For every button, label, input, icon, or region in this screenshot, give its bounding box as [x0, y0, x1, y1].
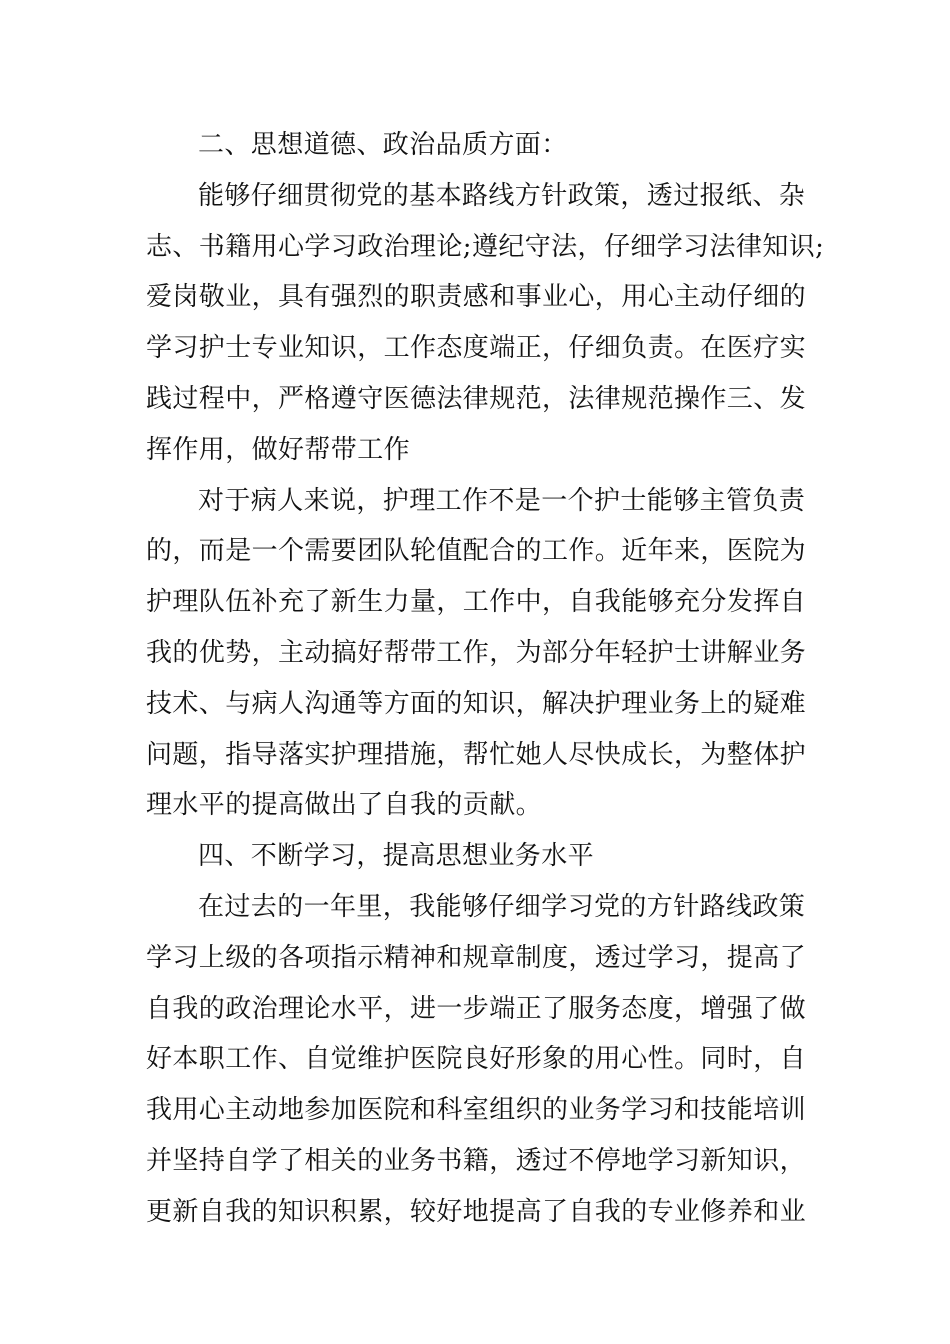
document-body: [146, 120, 825, 1238]
paragraph-line: 学习护士专业知识，工作态度端正，仔细负责。在医疗实: [146, 333, 807, 364]
paragraph-line: 在过去的一年里，我能够仔细学习党的方针路线政策: [198, 891, 806, 922]
paragraph-line: 理水平的提高做出了自我的贡献。: [146, 790, 543, 821]
paragraph-line: 践过程中，严格遵守医德法律规范，法律规范操作三、发: [146, 383, 807, 414]
paragraph-line: 自我的政治理论水平，进一步端正了服务态度，增强了做: [146, 993, 807, 1024]
paragraph-line: 技术、与病人沟通等方面的知识，解决护理业务上的疑难: [146, 688, 807, 719]
paragraph-line: 学习上级的各项指示精神和规章制度，透过学习，提高了: [146, 942, 807, 973]
paragraph-line: 对于病人来说，护理工作不是一个护士能够主管负责: [198, 485, 806, 516]
section-heading-learning: 四、不断学习，提高思想业务水平: [198, 841, 595, 872]
paragraph-line: 好本职工作、自觉维护医院良好形象的用心性。同时，自: [146, 1044, 807, 1075]
paragraph-line: 更新自我的知识积累，较好地提高了自我的专业修养和业: [146, 1196, 807, 1227]
paragraph-line: 我用心主动地参加医院和科室组织的业务学习和技能培训: [146, 1095, 807, 1126]
paragraph-line: 能够仔细贯彻党的基本路线方针政策，透过报纸、杂: [198, 180, 806, 211]
paragraph-line: 爱岗敬业，具有强烈的职责感和事业心，用心主动仔细的: [146, 282, 807, 313]
paragraph-line: 我的优势，主动搞好帮带工作，为部分年轻护士讲解业务: [146, 637, 807, 668]
section-heading-ideology: 二、思想道德、政治品质方面：: [198, 130, 568, 160]
paragraph-line: 的，而是一个需要团队轮值配合的工作。近年来，医院为: [146, 536, 807, 567]
paragraph-line: 问题，指导落实护理措施，帮忙她人尽快成长，为整体护: [146, 739, 807, 770]
paragraph-line: 挥作用，做好帮带工作: [146, 434, 411, 465]
paragraph-line: 护理队伍补充了新生力量，工作中，自我能够充分发挥自: [146, 587, 807, 618]
paragraph-line: 并坚持自学了相关的业务书籍，透过不停地学习新知识，: [146, 1145, 807, 1176]
paragraph-line: 志、书籍用心学习政治理论;遵纪守法，仔细学习法律知识;: [146, 231, 825, 262]
